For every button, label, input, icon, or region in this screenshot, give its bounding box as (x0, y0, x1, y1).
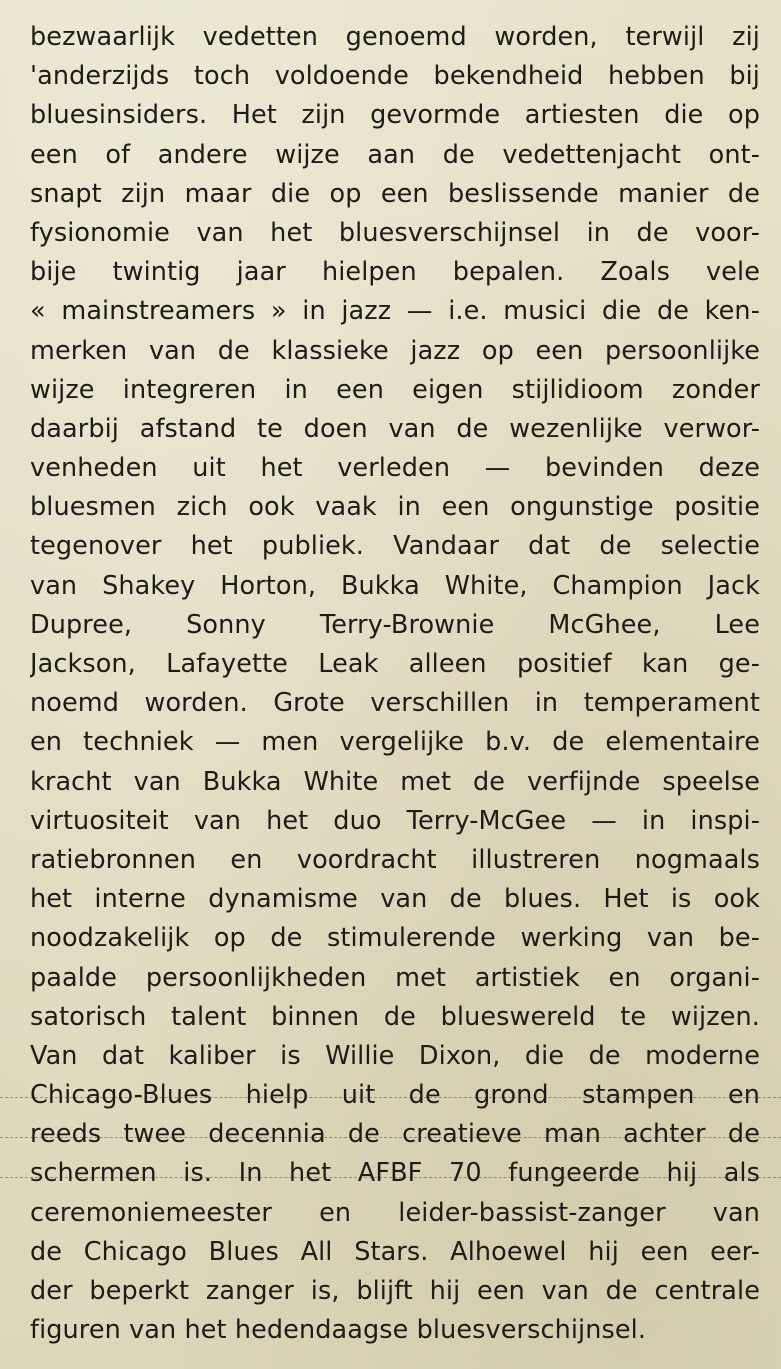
text-line: bezwaarlijk vedetten genoemd worden, terwijl zij (30, 22, 760, 52)
text-line: fysionomie van het bluesverschijnsel in de voor- (30, 217, 760, 248)
text-line: een of andere wijze aan de vedettenjacht ont- (30, 139, 760, 170)
text-line: der beperkt zanger is, blijft hij een van de centrale (30, 1276, 760, 1306)
text-line: bluesinsiders. Het zijn gevormde artiesten die op (30, 100, 760, 131)
text-line: het interne dynamisme van de blues. Het is ook (30, 884, 760, 915)
text-line: noemd worden. Grote verschillen in temperament (30, 688, 760, 719)
text-line: kracht van Bukka White met de verfijnde speelse (30, 766, 760, 797)
text-line: Van dat kaliber is Willie Dixon, die de moderne (30, 1040, 760, 1071)
text-line: Jackson, Lafayette Leak alleen positief kan ge- (30, 649, 760, 679)
text-line: merken van de klassieke jazz op een persoonlijke (30, 335, 760, 366)
text-line: reeds twee decennia de creatieve man achter de (30, 1119, 760, 1150)
text-line: schermen is. In het AFBF 70 fungeerde hij als (30, 1158, 760, 1189)
text-line: Chicago-Blues hielp uit de grond stampen en (30, 1080, 760, 1111)
text-line: satorisch talent binnen de blueswereld te wijzen. (30, 1001, 760, 1032)
text-line: bije twintig jaar hielpen bepalen. Zoals vele (30, 257, 760, 288)
text-line: paalde persoonlijkheden met artistiek en organi- (30, 962, 760, 993)
text-line: tegenover het publiek. Vandaar dat de selectie (30, 531, 760, 562)
text-line: virtuositeit van het duo Terry-McGee — in inspi- (30, 805, 760, 836)
article-text-column (30, 18, 760, 1350)
text-line: wijze integreren in een eigen stijlidioom zonder (30, 374, 760, 405)
text-line: Dupree, Sonny Terry-Brownie McGhee, Lee (30, 609, 760, 640)
text-line: daarbij afstand te doen van de wezenlijke verwor- (30, 413, 760, 444)
text-line: van Shakey Horton, Bukka White, Champion Jack (30, 570, 760, 601)
text-line: en techniek — men vergelijke b.v. de elementaire (30, 727, 760, 758)
text-line: noodzakelijk op de stimulerende werking van be- (30, 923, 760, 954)
text-line: snapt zijn maar die op een beslissende manier de (30, 178, 760, 209)
text-line: « mainstreamers » in jazz — i.e. musici die de ken- (30, 296, 760, 327)
text-line: ceremoniemeester en leider-bassist-zanger van (30, 1197, 760, 1228)
text-line: bluesmen zich ook vaak in een ongunstige positie (30, 492, 760, 523)
text-line: ratiebronnen en voordracht illustreren nogmaals (30, 844, 760, 875)
text-line: 'anderzijds toch voldoende bekendheid hebben bij (30, 61, 760, 92)
text-line: figuren van het hedendaagse bluesverschijnsel. (30, 1315, 647, 1346)
text-line: de Chicago Blues All Stars. Alhoewel hij een eer- (30, 1236, 760, 1267)
text-line: venheden uit het verleden — bevinden deze (30, 453, 760, 484)
